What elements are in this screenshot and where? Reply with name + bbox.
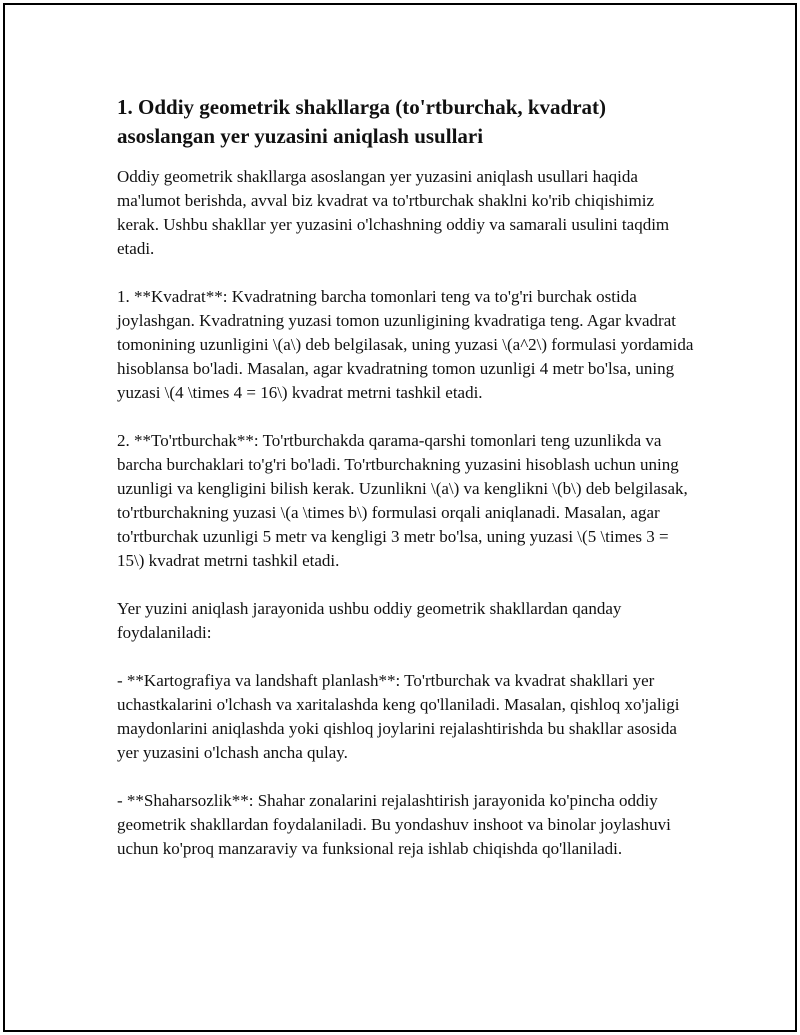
shaharsozlik-list-item: - **Shaharsozlik**: Shahar zonalarini rejalashtirish jarayonida ko'pincha oddiy geometrik shakllardan foydalaniladi. Bu yondashuv inshoot va binolar joylashuvi uchun ko'proq manzaraviy va funksional reja ishlab chiqishda qo'llaniladi. <box>117 791 671 858</box>
tortburchak-paragraph: 2. **To'rtburchak**: To'rtburchakda qarama-qarshi tomonlari teng uzunlikda va barcha burchaklari to'g'ri bo'ladi. To'rtburchakning yuzasini hisoblash uchun uning uzunligi va kengligini bilish kerak. Uzunlikni \(a\) va kenglikni \(b\) deb belgilasak, to'rtburchakning yuzasi \(a \times b\) formulasi orqali aniqlanadi. Masalan, agar to'rtburchak uzunligi 5 metr va kengligi 3 metr bo'lsa, uning yuzasi \(5 \times 3 = 15\) kvadrat metrni tashkil etadi. <box>117 431 688 570</box>
section-heading: 1. Oddiy geometrik shakllarga (to'rtburchak, kvadrat) asoslangan yer yuzasini aniqlash usullari <box>117 95 607 148</box>
usage-intro-paragraph: Yer yuzini aniqlash jarayonida ushbu oddiy geometrik shakllardan qanday foydalaniladi: <box>117 599 622 642</box>
intro-paragraph: Oddiy geometrik shakllarga asoslangan yer yuzasini aniqlash usullari haqida ma'lumot berishda, avval biz kvadrat va to'rtburchak shaklni ko'rib chiqishimiz kerak. Ushbu shakllar yer yuzasini o'lchashning oddiy va samarali usulini taqdim etadi. <box>117 167 670 258</box>
kvadrat-paragraph: 1. **Kvadrat**: Kvadratning barcha tomonlari teng va to'g'ri burchak ostida joylashgan. Kvadratning yuzasi tomon uzunligining kvadratiga teng. Agar kvadrat tomonining uzunligini \(a\) deb belgilasak, uning yuzasi \(a^2\) formulasi yordamida hisoblansa bo'ladi. Masalan, agar kvadratning tomon uzunligi 4 metr bo'lsa, uning yuzasi \(4 \times 4 = 16\) kvadrat metrni tashkil etadi. <box>117 287 694 402</box>
document-body <box>117 93 697 885</box>
kartografiya-list-item: - **Kartografiya va landshaft planlash**: To'rtburchak va kvadrat shakllari yer uchastkalarini o'lchash va xaritalashda keng qo'llaniladi. Masalan, qishloq xo'jaligi maydonlarini aniqlashda yoki qishloq joylarini rejalashtirishda bu shakllar asosida yer yuzasini o'lchash ancha qulay. <box>117 671 680 762</box>
